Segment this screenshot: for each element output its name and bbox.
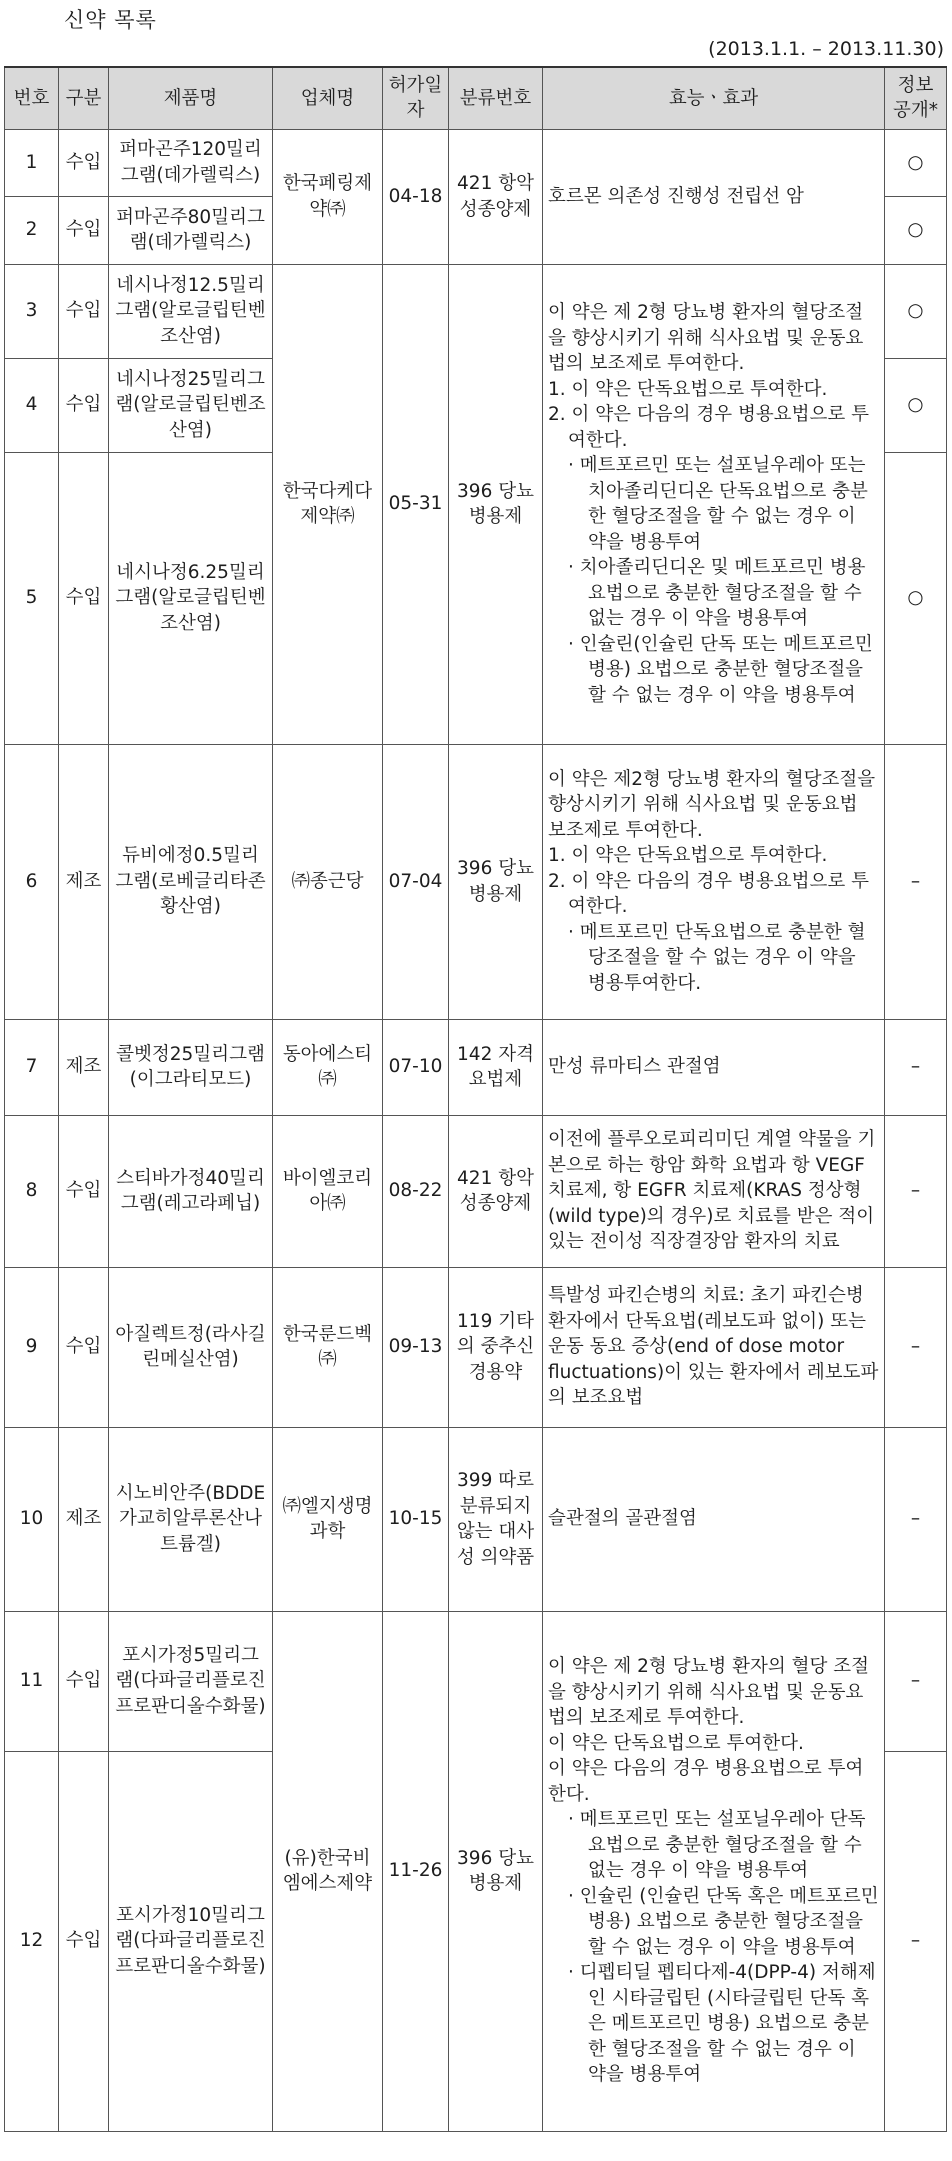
cell-product: 퍼마곤주80밀리그램(데가렐릭스) — [109, 196, 273, 264]
cell-approval-date: 10-15 — [383, 1427, 449, 1611]
cell-approval-date: 08-22 — [383, 1115, 449, 1267]
cell-class-no: 119 기타의 중추신경용약 — [449, 1267, 543, 1427]
cell-company: 한국페링제약㈜ — [273, 129, 383, 264]
cell-approval-date: 04-18 — [383, 129, 449, 264]
cell-no: 9 — [5, 1267, 59, 1427]
cell-product: 네시나정6.25밀리그램(알로글립틴벤조산염) — [109, 452, 273, 744]
cell-product: 포시가정5밀리그램(다파글리플로진프로판디올수화물) — [109, 1611, 273, 1751]
cell-type: 수입 — [59, 1751, 109, 2131]
cell-type: 제조 — [59, 744, 109, 1019]
cell-no: 3 — [5, 264, 59, 358]
cell-type: 수입 — [59, 358, 109, 452]
cell-type: 수입 — [59, 196, 109, 264]
cell-type: 수입 — [59, 1115, 109, 1267]
col-header-disclosure: 정보공개* — [885, 67, 947, 129]
table-row — [5, 1267, 947, 1427]
efficacy-line: 2. 이 약은 다음의 경우 병용요법으로 투여한다. — [548, 404, 870, 451]
cell-type: 수입 — [59, 1267, 109, 1427]
cell-class-no: 396 당뇨병용제 — [449, 1611, 543, 2131]
cell-disclosure: – — [885, 1019, 947, 1115]
cell-company: 동아에스티㈜ — [273, 1019, 383, 1115]
cell-disclosure: – — [885, 1751, 947, 2131]
cell-class-no: 396 당뇨병용제 — [449, 744, 543, 1019]
table-row — [5, 1019, 947, 1115]
cell-type: 제조 — [59, 1427, 109, 1611]
cell-no: 11 — [5, 1611, 59, 1751]
cell-class-no: 399 따로 분류되지 않는 대사성 의약품 — [449, 1427, 543, 1611]
cell-approval-date: 09-13 — [383, 1267, 449, 1427]
cell-product: 포시가정10밀리그램(다파글리플로진프로판디올수화물) — [109, 1751, 273, 2131]
header-row — [5, 67, 947, 129]
cell-no: 6 — [5, 744, 59, 1019]
efficacy-line: 이 약은 다음의 경우 병용요법으로 투여한다. — [548, 1758, 864, 1805]
efficacy-line: 1. 이 약은 단독요법으로 투여한다. — [548, 845, 828, 867]
cell-class-no: 142 자격요법제 — [449, 1019, 543, 1115]
cell-disclosure: ○ — [885, 358, 947, 452]
cell-company: ㈜종근당 — [273, 744, 383, 1019]
efficacy-line: · 디펩티딜 펩티다제-4(DPP-4) 저해제인 시타글립틴 (시타글립틴 단독 혹은 메트포르민 병용) 요법으로 충분한 혈당조절을 할 수 없는 경우 이 약을 병용투여 — [568, 1962, 876, 2086]
cell-approval-date: 07-10 — [383, 1019, 449, 1115]
table-row — [5, 264, 947, 358]
cell-disclosure: ○ — [885, 452, 947, 744]
cell-no: 12 — [5, 1751, 59, 2131]
cell-no: 8 — [5, 1115, 59, 1267]
efficacy-line: 이 약은 제 2형 당뇨병 환자의 혈당조절을 향상시키기 위해 식사요법 및 운동요법의 보조제로 투여한다. — [548, 302, 864, 374]
cell-disclosure: ○ — [885, 264, 947, 358]
cell-no: 2 — [5, 196, 59, 264]
efficacy-line: · 치아졸리딘디온 및 메트포르민 병용요법으로 충분한 혈당조절을 할 수 없는 경우 이 약을 병용투여 — [568, 557, 866, 629]
efficacy-line: 이 약은 제 2형 당뇨병 환자의 혈당 조절을 향상시키기 위해 식사요법 및 운동요법의 보조제로 투여한다. — [548, 1656, 870, 1729]
cell-type: 수입 — [59, 129, 109, 196]
cell-disclosure: – — [885, 1611, 947, 1751]
table-row — [5, 744, 947, 1019]
cell-class-no: 421 항악성종양제 — [449, 129, 543, 264]
col-header-efficacy: 효능ㆍ효과 — [543, 67, 885, 129]
cell-disclosure: ○ — [885, 129, 947, 196]
cell-company: 바이엘코리아㈜ — [273, 1115, 383, 1267]
efficacy-line: · 메트포르민 단독요법으로 충분한 혈당조절을 할 수 없는 경우 이 약을 병용투여한다. — [568, 921, 866, 994]
cell-efficacy: 특발성 파킨슨병의 치료: 초기 파킨슨병 환자에서 단독요법(레보도파 없이) 또는 운동 동요 증상(end of dose motor fluctuations)이 있는 환자에서 레보도파의 보조요법 — [543, 1267, 885, 1427]
cell-disclosure: – — [885, 1427, 947, 1611]
efficacy-line: 1. 이 약은 단독요법으로 투여한다. — [548, 378, 828, 400]
cell-approval-date: 05-31 — [383, 264, 449, 744]
cell-product: 네시나정25밀리그램(알로글립틴벤조산염) — [109, 358, 273, 452]
cell-type: 제조 — [59, 1019, 109, 1115]
efficacy-line: 2. 이 약은 다음의 경우 병용요법으로 투여한다. — [548, 870, 870, 918]
cell-efficacy: 만성 류마티스 관절염 — [543, 1019, 885, 1115]
cell-approval-date: 07-04 — [383, 744, 449, 1019]
new-drug-table — [4, 66, 947, 2132]
cell-efficacy: 슬관절의 골관절염 — [543, 1427, 885, 1611]
table-row — [5, 1427, 947, 1611]
cell-product: 듀비에정0.5밀리그램(로베글리타존황산염) — [109, 744, 273, 1019]
col-header-approval-date: 허가일자 — [383, 67, 449, 129]
cell-no: 10 — [5, 1427, 59, 1611]
date-range: (2013.1.1. – 2013.11.30) — [708, 38, 944, 60]
cell-class-no: 421 항악성종양제 — [449, 1115, 543, 1267]
efficacy-line: 이 약은 단독요법으로 투여한다. — [548, 1732, 804, 1754]
table-row — [5, 1115, 947, 1267]
cell-disclosure: – — [885, 744, 947, 1019]
cell-no: 4 — [5, 358, 59, 452]
cell-product: 네시나정12.5밀리그램(알로글립틴벤조산염) — [109, 264, 273, 358]
efficacy-line: · 인슐린(인슐린 단독 또는 메트포르민 병용) 요법으로 충분한 혈당조절을 할 수 없는 경우 이 약을 병용투여 — [568, 633, 873, 706]
cell-company: (유)한국비엠에스제약 — [273, 1611, 383, 2131]
cell-product: 콜벳정25밀리그램(이그라티모드) — [109, 1019, 273, 1115]
col-header-company: 업체명 — [273, 67, 383, 129]
page-title: 신약 목록 — [64, 8, 157, 32]
cell-no: 1 — [5, 129, 59, 196]
efficacy-line: · 메트포르민 또는 설포닐우레아 단독요법으로 충분한 혈당조절을 할 수 없는 경우 이 약을 병용투여 — [568, 1809, 866, 1882]
cell-product: 스티바가정40밀리그램(레고라페닙) — [109, 1115, 273, 1267]
cell-type: 수입 — [59, 452, 109, 744]
cell-efficacy — [543, 264, 885, 744]
cell-type: 수입 — [59, 264, 109, 358]
cell-company: 한국다케다제약㈜ — [273, 264, 383, 744]
cell-disclosure: ○ — [885, 196, 947, 264]
col-header-no: 번호 — [5, 67, 59, 129]
cell-company: ㈜엘지생명과학 — [273, 1427, 383, 1611]
cell-type: 수입 — [59, 1611, 109, 1751]
cell-efficacy — [543, 744, 885, 1019]
cell-efficacy — [543, 1611, 885, 2131]
cell-class-no: 396 당뇨병용제 — [449, 264, 543, 744]
table-row — [5, 129, 947, 196]
efficacy-line: 이 약은 제2형 당뇨병 환자의 혈당조절을 향상시키기 위해 식사요법 및 운동요법 보조제로 투여한다. — [548, 768, 876, 841]
cell-no: 7 — [5, 1019, 59, 1115]
cell-disclosure: – — [885, 1115, 947, 1267]
cell-product: 아질렉트정(라사길린메실산염) — [109, 1267, 273, 1427]
cell-product: 퍼마곤주120밀리그램(데가렐릭스) — [109, 129, 273, 196]
efficacy-line: · 메트포르민 또는 설포닐우레아 또는 치아졸리딘디온 단독요법으로 충분한 혈당조절을 할 수 없는 경우 이 약을 병용투여 — [568, 455, 868, 553]
efficacy-line: · 인슐린 (인슐린 단독 혹은 메트포르민 병용) 요법으로 충분한 혈당조절을 할 수 없는 경우 이 약을 병용투여 — [568, 1885, 879, 1958]
col-header-type: 구분 — [59, 67, 109, 129]
cell-approval-date: 11-26 — [383, 1611, 449, 2131]
cell-product: 시노비안주(BDDE가교히알루론산나트륨겔) — [109, 1427, 273, 1611]
cell-efficacy: 이전에 플루오로피리미딘 계열 약물을 기본으로 하는 항암 화학 요법과 항 VEGF 치료제, 항 EGFR 치료제(KRAS 정상형 (wild type)의 경우)로 치료를 받은 적이 있는 전이성 직장결장암 환자의 치료 — [543, 1115, 885, 1267]
col-header-class-no: 분류번호 — [449, 67, 543, 129]
cell-efficacy: 호르몬 의존성 진행성 전립선 암 — [543, 129, 885, 264]
col-header-product: 제품명 — [109, 67, 273, 129]
table-row — [5, 1611, 947, 1751]
cell-company: 한국룬드벡㈜ — [273, 1267, 383, 1427]
cell-no: 5 — [5, 452, 59, 744]
cell-disclosure: – — [885, 1267, 947, 1427]
